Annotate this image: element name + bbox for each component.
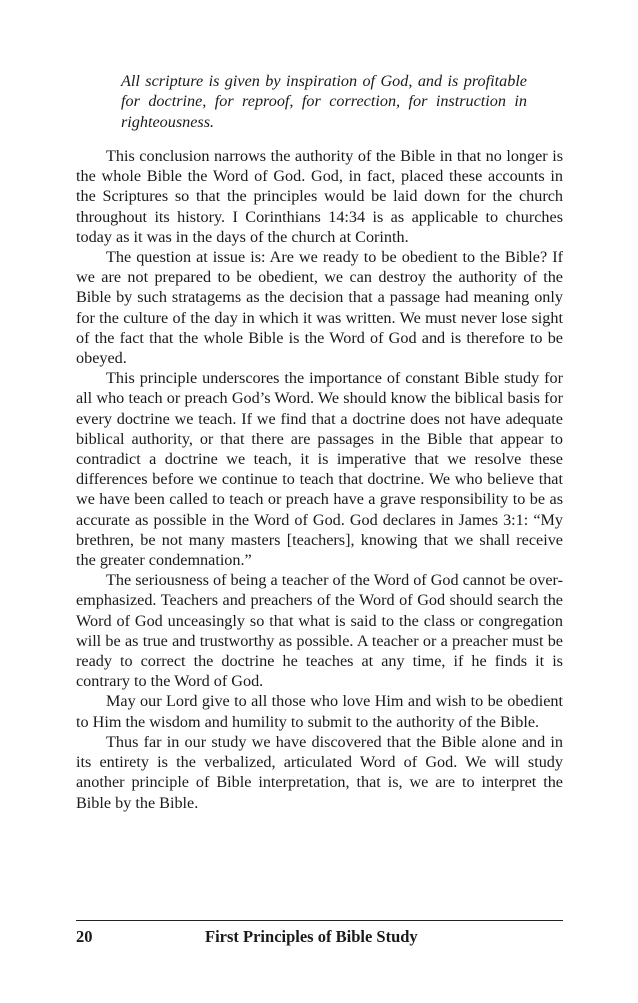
paragraph: Thus far in our study we have discovered that the Bible alone and in its entirety is the verbalized, articulated Word of God. We will study another principle of Bible interpretation, that is, we are to interpret the Bible by the Bible.: [76, 732, 563, 812]
paragraph: The question at issue is: Are we ready to be obedient to the Bible? If we are not prepared to be obedient, we can destroy the authority of the Bible by such stratagems as the decision that a passage had meaning only for the culture of the day in which it was written. We must never lose sight of the fact that the whole Bible is the Word of God and is therefore to be obeyed.: [76, 248, 563, 368]
paragraph: This principle underscores the importance of constant Bible study for all who teach or preach God’s Word. We should know the biblical basis for every doctrine we teach. If we find that a doctrine does not have adequate biblical authority, or that there are passages in the Bible that appear to contradict a doctrine we teach, it is imperative that we resolve these differences before we continue to teach that doctrine. We who believe that we have been called to teach or preach have a grave responsibility to be as accurate as possible in the Word of God. God declares in James 3:1: “My brethren, be not many masters [teachers], knowing that we shall receive the greater condemnation.”: [76, 369, 563, 570]
paragraph: This conclusion narrows the authority of the Bible in that no longer is the whole Bible the Word of God. God, in fact, placed these accounts in the Scriptures so that the principles would be laid down for the church throughout its history. I Corinthians 14:34 is as applicable to churches today as it was in the days of the church at Corinth.: [76, 147, 563, 246]
footer-divider: [76, 920, 563, 921]
scripture-quote: [121, 71, 527, 132]
page-number: 20: [76, 927, 93, 946]
paragraph: The seriousness of being a teacher of the Word of God cannot be over-emphasized. Teachers and preachers of the Word of God should search the Word of God unceasingly so that what is said to the class or congregation will be as true and trustworthy as possible. A teacher or a preacher must be ready to correct the doctrine he teaches at any time, if he finds it is contrary to the Word of God.: [76, 571, 564, 691]
book-title: First Principles of Bible Study: [205, 927, 418, 946]
scripture-quote-text: All scripture is given by inspiration of God, and is profitable for doctrine, for reproof, for correction, for instruction in righteousness.: [121, 72, 527, 131]
page-footer: [76, 927, 563, 949]
body-text: [76, 146, 563, 813]
paragraph: May our Lord give to all those who love Him and wish to be obedient to Him the wisdom and humility to submit to the authority of the Bible.: [76, 692, 563, 731]
